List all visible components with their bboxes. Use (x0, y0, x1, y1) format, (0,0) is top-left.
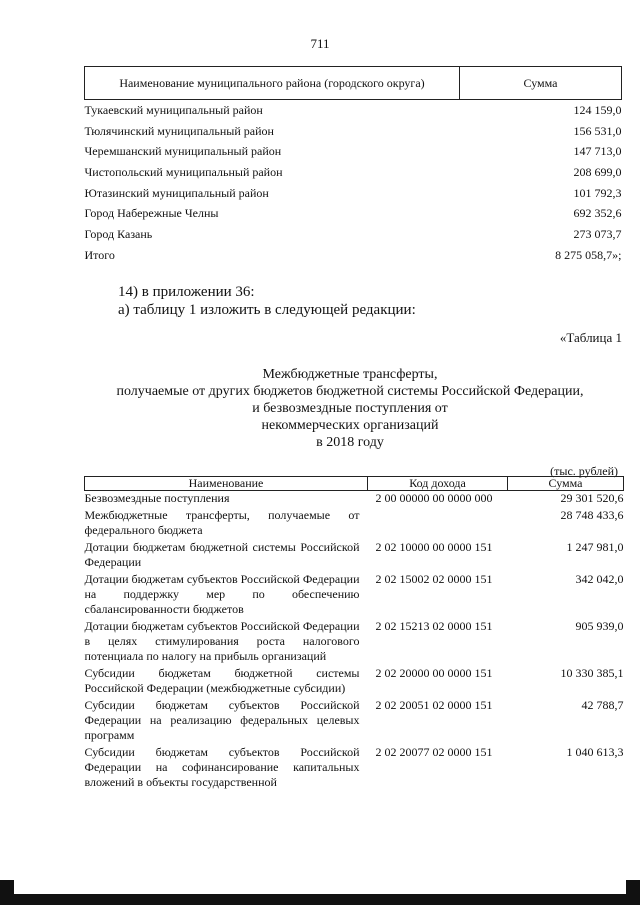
header-code: Код дохода (368, 477, 508, 491)
amendment-item: 14) в приложении 36: (118, 284, 255, 300)
row-sum: 28 748 433,6 (560, 508, 624, 522)
total-row (85, 245, 622, 266)
page-number: 711 (310, 36, 330, 51)
district-name: Черемшанский муниципальный район (84, 144, 282, 159)
total-sum: 8 275 058,7»; (555, 247, 622, 262)
row-code (368, 508, 508, 540)
row-sum: 905 939,0 (575, 619, 624, 633)
row-name: Дотации бюджетам субъектов Российской Федерации на поддержку мер по обеспечению сбалансированности бюджетов (84, 572, 360, 616)
title-line: получаемые от других бюджетов бюджетной системы Российской Федерации, (116, 384, 584, 399)
table-row (85, 572, 624, 619)
district-sum: 273 073,7 (573, 226, 622, 241)
table-row (85, 100, 622, 121)
table-row (85, 162, 622, 183)
district-sum: 147 713,0 (573, 144, 622, 159)
table-row (85, 508, 624, 540)
row-sum: 10 330 385,1 (560, 666, 624, 680)
row-name: Дотации бюджетам бюджетной системы Российской Федерации (84, 540, 360, 569)
scan-edge (0, 880, 640, 905)
row-sum: 42 788,7 (581, 698, 624, 712)
table-row (85, 141, 622, 162)
row-sum: 342 042,0 (575, 572, 624, 586)
table-row (85, 224, 622, 245)
table-row (85, 183, 622, 204)
header-district-name: Наименование муниципального района (городского округа) (85, 67, 460, 100)
district-name: Город Набережные Челны (84, 206, 219, 221)
units-label: (тыс. рублей) (550, 464, 618, 478)
table-row (85, 121, 622, 142)
title-line: и безвозмездные поступления от (252, 401, 448, 416)
row-name: Межбюджетные трансферты, получаемые от федерального бюджета (84, 508, 360, 537)
district-sum: 156 531,0 (573, 123, 622, 138)
row-code: 2 02 15002 02 0000 151 (375, 572, 493, 586)
row-sum: 29 301 520,6 (560, 491, 624, 505)
district-sum: 208 699,0 (573, 164, 622, 179)
district-name: Ютазинский муниципальный район (84, 185, 269, 200)
district-sum: 692 352,6 (573, 206, 622, 221)
row-code: 2 02 20077 02 0000 151 (375, 745, 493, 759)
row-name: Дотации бюджетам субъектов Российской Федерации в целях стимулирования роста налогового потенциала по налогу на прибыль организаций (84, 619, 360, 663)
row-sum: 1 247 981,0 (566, 540, 624, 554)
district-sum: 101 792,3 (573, 185, 622, 200)
row-sum: 1 040 613,3 (566, 745, 624, 759)
row-code: 2 02 20000 00 0000 151 (375, 666, 493, 680)
header-sum: Сумма (508, 477, 624, 491)
table-row (85, 666, 624, 698)
transfers-table (84, 476, 624, 792)
table-header-row (85, 67, 622, 100)
scan-edge-gap (14, 880, 626, 894)
row-code: 2 02 10000 00 0000 151 (375, 540, 493, 554)
district-name: Тюлячинский муниципальный район (84, 123, 274, 138)
district-sums-table (84, 66, 622, 266)
row-name: Субсидии бюджетам бюджетной системы Российской Федерации (межбюджетные субсидии) (84, 666, 360, 695)
row-name: Субсидии бюджетам субъектов Российской Федерации на реализацию федеральных целевых программ (84, 698, 360, 742)
table-row (85, 698, 624, 745)
table-header-row (85, 477, 624, 491)
district-name: Город Казань (84, 226, 153, 241)
row-code: 2 02 15213 02 0000 151 (375, 619, 493, 633)
row-code: 2 00 00000 00 0000 000 (375, 491, 493, 505)
row-name: Безвозмездные поступления (84, 491, 230, 505)
table-title (60, 366, 640, 451)
table-row (85, 491, 624, 509)
table-reference: «Таблица 1 (559, 330, 622, 345)
district-name: Чистопольский муниципальный район (84, 164, 283, 179)
table-row (85, 619, 624, 666)
title-line: в 2018 году (316, 435, 384, 450)
table-row (85, 540, 624, 572)
table-row (85, 203, 622, 224)
district-name: Тукаевский муниципальный район (84, 102, 263, 117)
row-code: 2 02 20051 02 0000 151 (375, 698, 493, 712)
header-name: Наименование (85, 477, 368, 491)
amendment-instruction: а) таблицу 1 изложить в следующей редакции: (118, 302, 416, 318)
total-label: Итого (84, 247, 115, 262)
row-name: Субсидии бюджетам субъектов Российской Федерации на софинансирование капитальных вложений в объекты государственной (84, 745, 360, 789)
district-sum: 124 159,0 (573, 102, 622, 117)
header-sum: Сумма (460, 67, 622, 100)
title-line: некоммерческих организаций (261, 418, 439, 433)
title-line: Межбюджетные трансферты, (262, 367, 438, 382)
table-row (85, 745, 624, 792)
